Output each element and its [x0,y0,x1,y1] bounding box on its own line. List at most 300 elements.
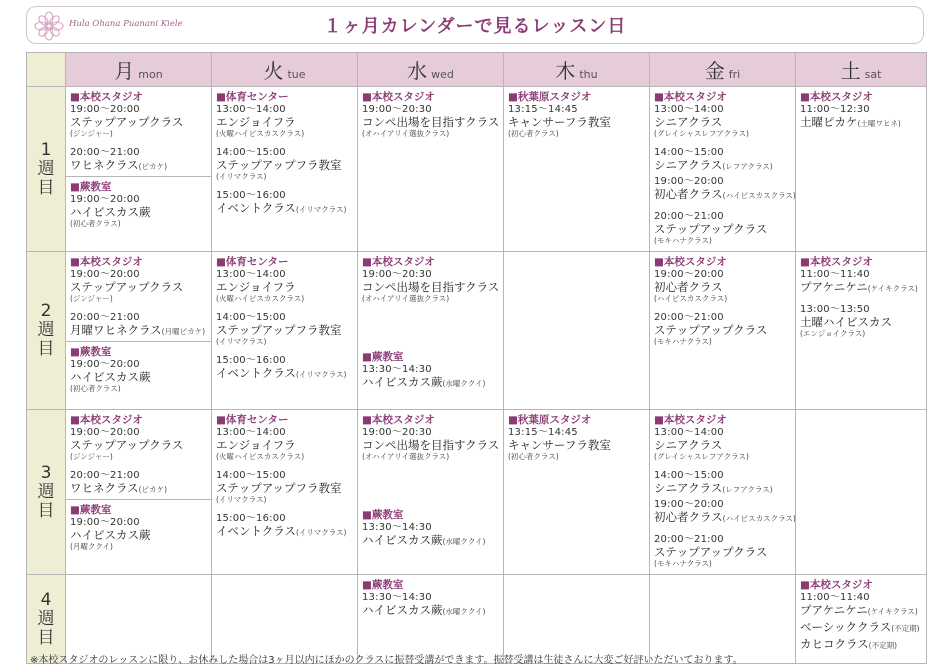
location-block [66,176,211,231]
weekday-kanji: 月 [114,59,135,83]
location-block [508,90,645,141]
lesson-class-note: (レフアクラス) [722,485,773,494]
lesson-entry [654,470,791,496]
lesson-class-name: キャンサーフラ教室 [508,438,611,452]
lesson-class-note: (初心者クラス) [70,384,121,393]
lesson-class-note: (ハイビスカスクラス) [722,191,796,200]
lesson-class-note: (イリマクラス) [216,495,267,504]
lesson-class-name: ベーシッククラス [800,620,892,634]
lesson-class-name: プアケニケニ [800,603,868,617]
lesson-class [800,621,922,635]
location-block [654,255,791,349]
lesson-entry [70,517,207,551]
lesson-class-name: イベントクラス [216,366,296,380]
lesson-entry [654,427,791,461]
location-name: ■本校スタジオ [70,91,143,103]
week-label-cell [27,410,66,575]
lesson-class [216,482,353,495]
lesson-entry [70,104,207,138]
location-block [800,578,922,655]
lesson-class [654,546,791,559]
location-block [800,255,922,341]
week-label-char: 1 [40,139,52,160]
lesson-time: 13:30〜14:30 [362,364,432,375]
weekday-header-mon [66,53,212,87]
lesson-class [800,316,922,329]
lesson-entry [654,211,791,245]
lesson-class-name: ハイビスカス蕨 [70,528,151,542]
location-name: ■蕨教室 [362,579,404,591]
week-label-char: 週 [37,481,55,502]
weekday-kanji: 木 [555,59,576,83]
lesson-class-note: (ピカケ) [138,162,168,171]
weekday-english: wed [431,68,454,81]
lesson-class [654,439,791,452]
lesson-class-note: (モキハナクラス) [654,559,712,568]
spacer [70,461,207,470]
lesson-entry [654,147,791,173]
week-label-char: 目 [37,500,55,521]
location-block [216,413,353,542]
lesson-class-note: (水曜ククイ) [442,379,486,388]
lesson-entry [216,513,353,539]
lesson-entry [800,269,922,295]
lesson-entry [216,269,353,303]
lesson-class [216,439,353,452]
lesson-class-note: (ジンジャー) [70,294,113,303]
lesson-time: 14:00〜15:00 [216,470,286,481]
lesson-class-note: (ハイビスカスクラス) [654,294,728,303]
lesson-class [654,187,796,202]
lesson-class-note: (エンジョイクラス) [800,329,866,338]
lesson-class-note: (ジンジャー) [70,452,113,461]
lesson-class-name: ハイビスカス蕨 [362,375,443,389]
lesson-entry [70,269,207,303]
location-block [216,255,353,384]
lesson-time: 11:00〜12:30 [800,104,870,115]
lesson-class [800,638,922,652]
day-cell [66,252,212,410]
lesson-class [70,371,207,384]
lesson-class-note: (水曜ククイ) [442,537,486,546]
location-name: ■本校スタジオ [800,256,873,268]
lesson-class-note: (レフアクラス) [722,162,773,171]
week-label [37,141,55,198]
lesson-time: 14:00〜15:00 [654,147,724,158]
lesson-class [654,281,791,294]
location-name: ■本校スタジオ [654,256,727,268]
lesson-class-note: (不定期) [891,624,920,633]
lesson-entry [216,190,353,216]
location-block [70,413,207,499]
day-cell [650,410,796,575]
lesson-class-name: ハイビスカス蕨 [70,370,151,384]
location-name: ■秋葉原スタジオ [508,91,592,103]
lesson-time: 14:00〜15:00 [216,312,286,323]
lesson-class [362,281,499,294]
lesson-class-name: シニアクラス [654,481,723,495]
lesson-class-name: ステップアップフラ教室 [216,323,342,337]
calendar-body [27,87,927,664]
location-name: ■蕨教室 [70,504,112,516]
lesson-class-note: (月曜ピカケ) [161,327,206,336]
week-row-2 [27,252,927,410]
lesson-class [654,159,791,173]
lesson-entry [362,427,499,461]
page-header [26,6,924,44]
lesson-class [70,324,207,338]
lesson-class [70,206,207,219]
day-cell [504,252,650,410]
location-name: ■本校スタジオ [654,414,727,426]
lesson-time: 20:00〜21:00 [654,534,724,545]
location-block [362,413,499,464]
location-name: ■本校スタジオ [70,414,143,426]
weekday-header-sat [796,53,927,87]
logo-text: Hula Ohana Puanani Kiele [69,19,183,29]
day-cell [212,410,358,575]
lesson-class-note: (モキハナクラス) [654,337,712,346]
lesson-class-name: シニアクラス [654,115,723,129]
location-name: ■蕨教室 [362,509,404,521]
lesson-entry [70,359,207,393]
lesson-class-name: 月曜ワヒネクラス [70,323,162,337]
spacer [216,461,353,470]
location-name: ■本校スタジオ [362,256,435,268]
lesson-entry [800,638,922,652]
lesson-class [362,604,499,618]
lesson-class-name: コンペ出場を目指すクラス [362,115,500,129]
lesson-time: 13:15〜14:45 [508,427,578,438]
lesson-time: 13:15〜14:45 [508,104,578,115]
day-cell [66,87,212,252]
location-block [66,341,211,396]
lesson-entry [654,269,791,303]
lesson-time: 15:00〜16:00 [216,513,286,524]
lesson-class [508,116,645,129]
lesson-class-note: (ケイキクラス) [867,607,918,616]
lesson-time: 13:00〜14:00 [216,269,286,280]
spacer [654,303,791,312]
location-name: ■体育センター [216,91,289,103]
location-block [800,90,922,133]
lesson-class-name: ステップアップクラス [654,222,768,236]
lesson-class-note: (イリマクラス) [216,337,267,346]
lesson-entry [362,522,499,548]
week-label-char: 目 [37,627,55,648]
weekday-kanji: 水 [407,59,428,83]
lesson-time: 20:00〜21:00 [70,147,140,158]
lesson-class-note: (ケイキクラス) [867,284,918,293]
lesson-time: 14:00〜15:00 [654,470,724,481]
corner-cell [27,53,66,87]
location-block [362,255,499,306]
lesson-time: 11:00〜11:40 [800,592,870,603]
lesson-class [216,324,353,337]
lesson-class [70,116,207,129]
lesson-class-name: シニアクラス [654,438,723,452]
location-name: ■蕨教室 [70,346,112,358]
day-cell [650,87,796,252]
week-row-1 [27,87,927,252]
lesson-class-note: (火曜ハイビスカスクラス) [216,129,305,138]
spacer [216,303,353,312]
lesson-class-note: (グレイシャスレフアクラス) [654,452,749,461]
footnote: ※本校スタジオのレッスンに限り、お休みした場合は3ヶ月以内にほかのクラスに振替受講ができます。振替受講は生徒さんに大変ご好評いただいております。 [30,655,743,666]
lesson-class [216,367,353,381]
location-name: ■蕨教室 [362,351,404,363]
lesson-class [70,159,207,173]
weekday-english: tue [287,68,306,81]
lesson-class-name: エンジョイフラ [216,438,296,452]
lesson-entry [70,194,207,228]
lesson-class-note: (初心者クラス) [508,452,559,461]
lesson-class-note: (火曜ハイビスカスクラス) [216,294,305,303]
lesson-entry [800,304,922,338]
spacer [216,138,353,147]
lesson-class [216,202,353,216]
lesson-entry [800,104,922,130]
location-name: ■本校スタジオ [70,256,143,268]
lesson-class-note: (ハイビスカスクラス) [722,514,796,523]
lesson-time: 20:00〜21:00 [70,470,140,481]
week-label-char: 4 [40,589,52,610]
lesson-time: 13:00〜14:00 [654,104,724,115]
week-label-char: 3 [40,462,52,483]
location-block [70,90,207,176]
lesson-entry [654,312,791,346]
lesson-class [216,525,353,539]
week-label-char: 週 [37,320,55,340]
lesson-time: 13:00〜13:50 [800,304,870,315]
weekday-header-thu [504,53,650,87]
location-name: ■本校スタジオ [362,414,435,426]
lesson-class [70,482,207,496]
lesson-class-note: (土曜ワヒネ) [857,119,901,128]
lesson-entry [800,621,922,635]
lesson-class [654,223,791,236]
lesson-time: 13:30〜14:30 [362,592,432,603]
lesson-class [70,281,207,294]
lesson-time: 19:00〜20:00 [654,269,724,280]
day-cell [796,410,927,575]
page-title: １ヶ月カレンダーで見るレッスン日 [323,16,627,37]
location-name: ■本校スタジオ [654,91,727,103]
lesson-class-note: (不定期) [868,641,898,650]
day-cell [796,252,927,410]
weekday-header-fri [650,53,796,87]
lesson-time: 19:00〜20:00 [70,104,140,115]
weekday-header-wed [358,53,504,87]
lesson-entry [362,364,499,390]
lesson-entry [70,470,207,496]
lesson-class-name: ハイビスカス蕨 [362,603,443,617]
lesson-class [362,439,499,452]
lesson-class [654,510,796,525]
lesson-class-note: (イリマクラス) [295,370,347,379]
weekday-english: mon [138,68,163,81]
lesson-class-name: ステップアップフラ教室 [216,158,342,172]
week-row-3 [27,410,927,575]
lesson-class-name: ワヒネクラス [70,481,139,495]
lesson-class-note: (イリマクラス) [295,528,347,537]
week-label [37,464,55,521]
lesson-class-name: ステップアップクラス [70,280,184,294]
lesson-entry [654,534,791,568]
lesson-class-note: (火曜ハイビスカスクラス) [216,452,305,461]
lesson-time: 14:00〜15:00 [216,147,286,158]
location-name: ■体育センター [216,414,289,426]
lesson-class-name: エンジョイフラ [216,115,296,129]
lesson-class-name: コンペ出場を目指すクラス [362,280,500,294]
day-cell [212,252,358,410]
location-name: ■体育センター [216,256,289,268]
lesson-time: 20:00〜21:00 [654,211,724,222]
lesson-class-note: (オハイアリイ選抜クラス) [362,452,450,461]
lesson-class [216,281,353,294]
lesson-class-name: コンペ出場を目指すクラス [362,438,500,452]
weekday-kanji: 土 [840,59,861,83]
lesson-entry [70,147,207,173]
lesson-class-name: イベントクラス [216,524,296,538]
location-name: ■蕨教室 [70,181,112,193]
lesson-class-name: ステップアップクラス [654,323,768,337]
week-label-char: 週 [37,158,55,179]
lesson-time: 15:00〜16:00 [216,355,286,366]
lesson-class-note: (ピカケ) [138,485,168,494]
lesson-entry [362,269,499,303]
week-label [37,302,55,359]
location-block [362,90,499,141]
week-label-cell [27,252,66,410]
lesson-entry [654,499,796,525]
spacer [362,464,499,508]
lesson-class-note: (イリマクラス) [295,205,347,214]
lesson-class-note: (モキハナクラス) [654,236,712,245]
lesson-entry [70,427,207,461]
lesson-time: 20:00〜21:00 [70,312,140,323]
lesson-class-name: 土曜ハイビスカス [800,315,892,329]
week-label-char: 目 [37,177,55,198]
lesson-time: 13:30〜14:30 [362,522,432,533]
location-block [70,255,207,341]
day-cell [650,252,796,410]
day-cell [358,252,504,410]
lesson-time: 19:00〜20:00 [70,194,140,205]
lesson-class [654,324,791,337]
lesson-time: 19:00〜20:00 [654,499,724,510]
lesson-time: 19:00〜20:00 [70,269,140,280]
weekday-kanji: 火 [263,59,284,83]
lesson-class-name: プアケニケニ [800,280,868,294]
lesson-class [362,534,499,548]
lesson-class-name: カヒコクラス [800,637,869,651]
lesson-class-name: ワヒネクラス [70,158,139,172]
lesson-class [800,604,922,618]
location-block [362,350,499,393]
lesson-time: 19:00〜20:30 [362,269,432,280]
lesson-entry [508,427,645,461]
lesson-class [654,116,791,129]
location-name: ■本校スタジオ [800,579,873,591]
lesson-time: 13:00〜14:00 [654,427,724,438]
lesson-time: 19:00〜20:00 [70,517,140,528]
location-block [654,413,796,571]
lesson-entry [362,592,499,618]
lesson-time: 19:00〜20:30 [362,427,432,438]
week-label-char: 週 [37,608,55,629]
lesson-class-note: (ジンジャー) [70,129,113,138]
day-cell [358,87,504,252]
lesson-class [508,439,645,452]
lesson-entry [216,427,353,461]
calendar-table [26,52,927,664]
lesson-class-name: イベントクラス [216,201,296,215]
spacer [654,461,791,470]
lesson-class-name: 初心者クラス [654,280,723,294]
lesson-class-name: ステップアップフラ教室 [216,481,342,495]
day-cell [504,87,650,252]
lesson-class-name: ハイビスカス蕨 [70,205,151,219]
lesson-class [216,159,353,172]
lesson-class-note: (イリマクラス) [216,172,267,181]
lesson-entry [654,104,791,138]
weekday-english: sat [864,68,882,81]
week-label-char: 目 [37,339,55,359]
lesson-class [800,116,922,130]
lesson-entry [216,470,353,504]
lesson-entry [800,592,922,618]
location-block [216,90,353,219]
weekday-header-row [27,53,927,87]
location-name: ■本校スタジオ [362,91,435,103]
lesson-entry [362,104,499,138]
spacer [70,138,207,147]
lesson-entry [216,104,353,138]
lesson-class-name: ステップアップクラス [70,115,184,129]
lesson-time: 13:00〜14:00 [216,427,286,438]
lesson-class-note: (オハイアリイ選抜クラス) [362,294,450,303]
lesson-class [216,116,353,129]
lesson-class-note: (初心者クラス) [70,219,121,228]
lesson-class [800,281,922,295]
spacer [216,504,353,513]
day-cell [504,410,650,575]
spacer [362,306,499,350]
lesson-class-name: ステップアップクラス [70,438,184,452]
weekday-kanji: 金 [704,59,725,83]
lesson-entry [216,312,353,346]
lesson-class [362,116,499,129]
lesson-class-note: (オハイアリイ選抜クラス) [362,129,450,138]
spacer [654,138,791,147]
weekday-header-tue [212,53,358,87]
spacer [70,303,207,312]
lesson-time: 19:00〜20:00 [70,359,140,370]
week-label-cell [27,87,66,252]
day-cell [358,410,504,575]
location-name: ■秋葉原スタジオ [508,414,592,426]
lesson-class-name: 土曜ピカケ [800,115,858,129]
lesson-entry [216,355,353,381]
lesson-class-name: 初心者クラス [654,510,723,524]
day-cell [66,410,212,575]
lesson-entry [70,312,207,338]
lesson-class-name: ステップアップクラス [654,545,768,559]
lesson-time: 15:00〜16:00 [216,190,286,201]
lesson-class-name: ハイビスカス蕨 [362,533,443,547]
lesson-time: 11:00〜11:40 [800,269,870,280]
